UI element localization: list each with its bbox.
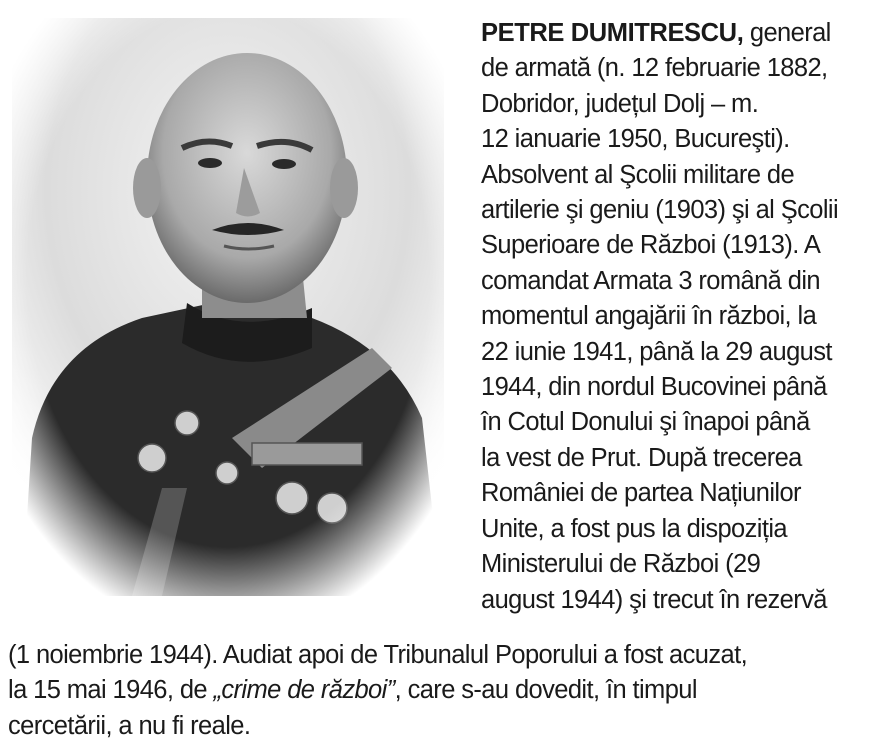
bio-line: momentul angajării în război, la [481,302,817,331]
bio-line: la vest de Prut. După trecerea [481,443,802,472]
bio-line: Superioare de Război (1913). A [481,231,821,260]
tail-line-3: cercetării, a nu fi reale. [8,711,251,740]
bio-line: României de partea Națiunilor [481,479,801,508]
bio-line: 12 ianuarie 1950, Bucureşti). [481,125,790,154]
portrait-photo [12,18,444,596]
bio-line: Dobridor, județul Dolj – m. [481,89,759,118]
bio-line: de armată (n. 12 februarie 1882, [481,54,828,83]
person-name: PETRE DUMITRESCU, [481,19,744,47]
tail-line-2: la 15 mai 1946, de „crime de război”, care s-au dovedit, în timpul [8,676,697,705]
biography-continuation [8,638,888,744]
biography-text [481,16,891,618]
bio-line-1: PETRE DUMITRESCU, general [481,19,831,47]
bio-line: august 1944) şi trecut în rezervă [481,585,827,614]
bio-line: Absolvent al Şcolii militare de [481,160,795,189]
bio-line: artilerie şi geniu (1903) şi al Şcolii [481,196,839,225]
bio-line: Unite, a fost pus la dispoziția [481,514,787,543]
bio-line: 22 iunie 1941, până la 29 august [481,337,832,366]
war-crimes-quote: „crime de război” [213,676,395,705]
bio-line: Ministerului de Război (29 [481,550,761,579]
bio-line: 1944, din nordul Bucovinei până [481,373,827,402]
tail-line-1: (1 noiembrie 1944). Audiat apoi de Tribunalul Poporului a fost acuzat, [8,641,748,669]
bio-line: în Cotul Donului şi înapoi până [481,408,810,437]
bio-line: comandat Armata 3 română din [481,266,820,295]
